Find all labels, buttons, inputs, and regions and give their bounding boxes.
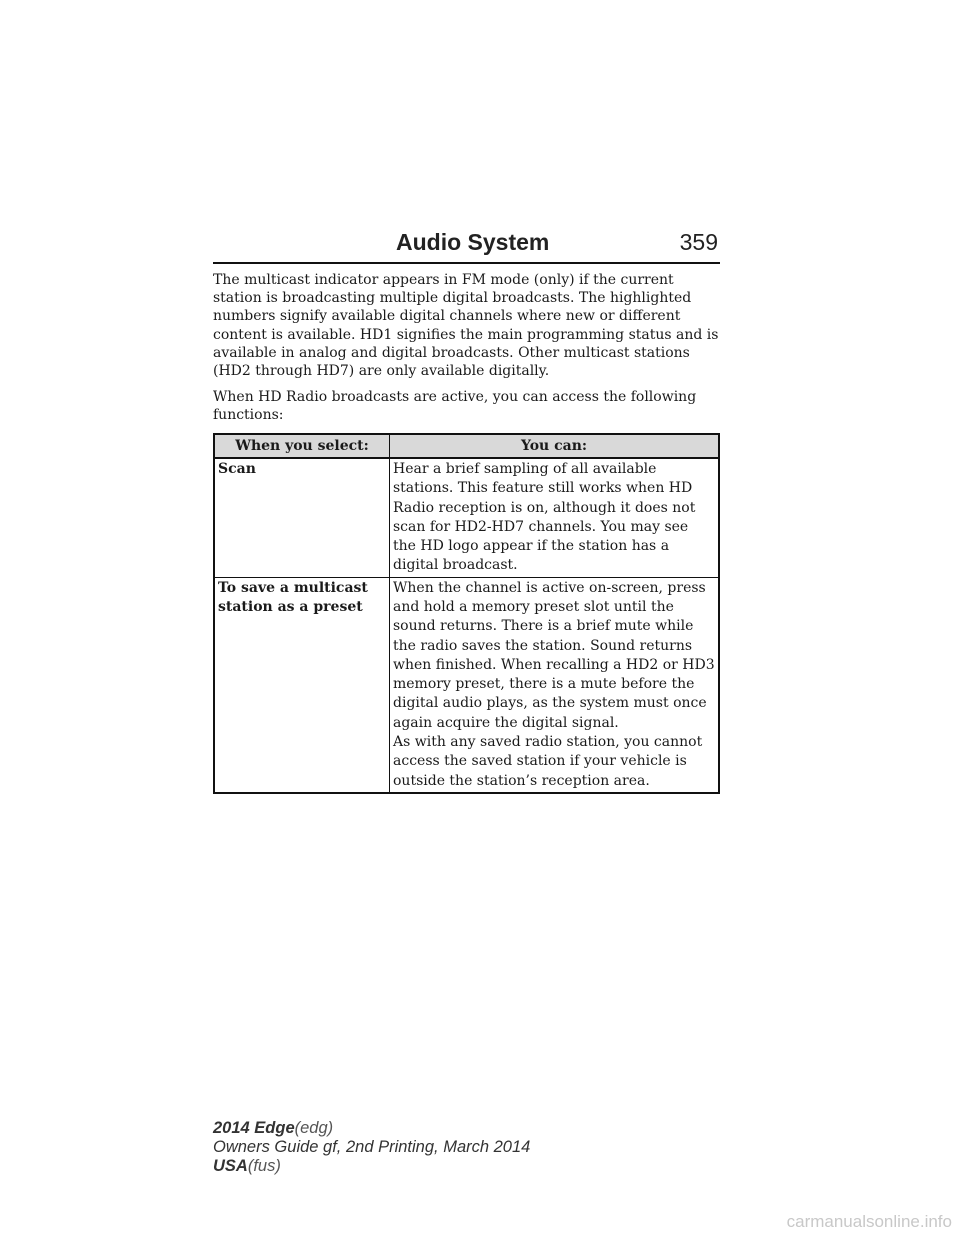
save-preset-note: As with any saved radio station, you cannot access the saved station if your vehicle is outside the station’s reception area.	[393, 734, 703, 789]
footer-line-market	[213, 1157, 530, 1176]
footer-market: USA	[213, 1157, 248, 1175]
hd-radio-functions-table	[213, 433, 720, 794]
row-description-save-preset	[390, 577, 720, 793]
footer-market-code: (fus)	[247, 1157, 281, 1175]
document-footer	[213, 1119, 530, 1176]
page-content	[213, 271, 721, 794]
functions-intro-paragraph: When HD Radio broadcasts are active, you can access the following functions:	[213, 389, 697, 424]
footer-line-model	[213, 1119, 530, 1138]
column-header-select: When you select:	[214, 434, 390, 458]
page-number: 359	[679, 229, 718, 255]
footer-model: 2014 Edge	[213, 1119, 295, 1137]
table-header-row	[214, 434, 719, 458]
footer-line-edition: Owners Guide gf, 2nd Printing, March 2014	[213, 1138, 531, 1156]
column-header-can: You can:	[390, 434, 720, 458]
row-select-save-preset: To save a multicast station as a preset	[214, 577, 390, 793]
row-select-scan: Scan	[214, 458, 390, 577]
row-description-scan: Hear a brief sampling of all available stations. This feature still works when HD Radio reception is on, although it does not scan for HD2-HD7 channels. You may see the HD logo appear if the station has a digital broadcast.	[390, 458, 720, 577]
table-row	[214, 577, 719, 793]
footer-model-code: (edg)	[294, 1119, 334, 1137]
multicast-paragraph: The multicast indicator appears in FM mode (only) if the current station is broadcasting multiple digital broadcasts. The highlighted numbers signify available digital channels where new or different content is available. HD1 signifies the main programming status and is available in analog and digital broadcasts. Other multicast stations (HD2 through HD7) are only available digitally.	[213, 272, 719, 380]
section-title: Audio System	[396, 229, 550, 255]
table-row	[214, 458, 719, 577]
save-preset-instructions: When the channel is active on-screen, press and hold a memory preset slot until the sound returns. There is a brief mute while the radio saves the station. Sound returns when finished. When recalling a HD2 or HD3 memory preset, there is a mute before the digital audio plays, as the system must once again acquire the digital signal.	[393, 579, 715, 731]
watermark-text: carmanualsonline.info	[786, 1212, 952, 1231]
page-header	[213, 228, 720, 264]
